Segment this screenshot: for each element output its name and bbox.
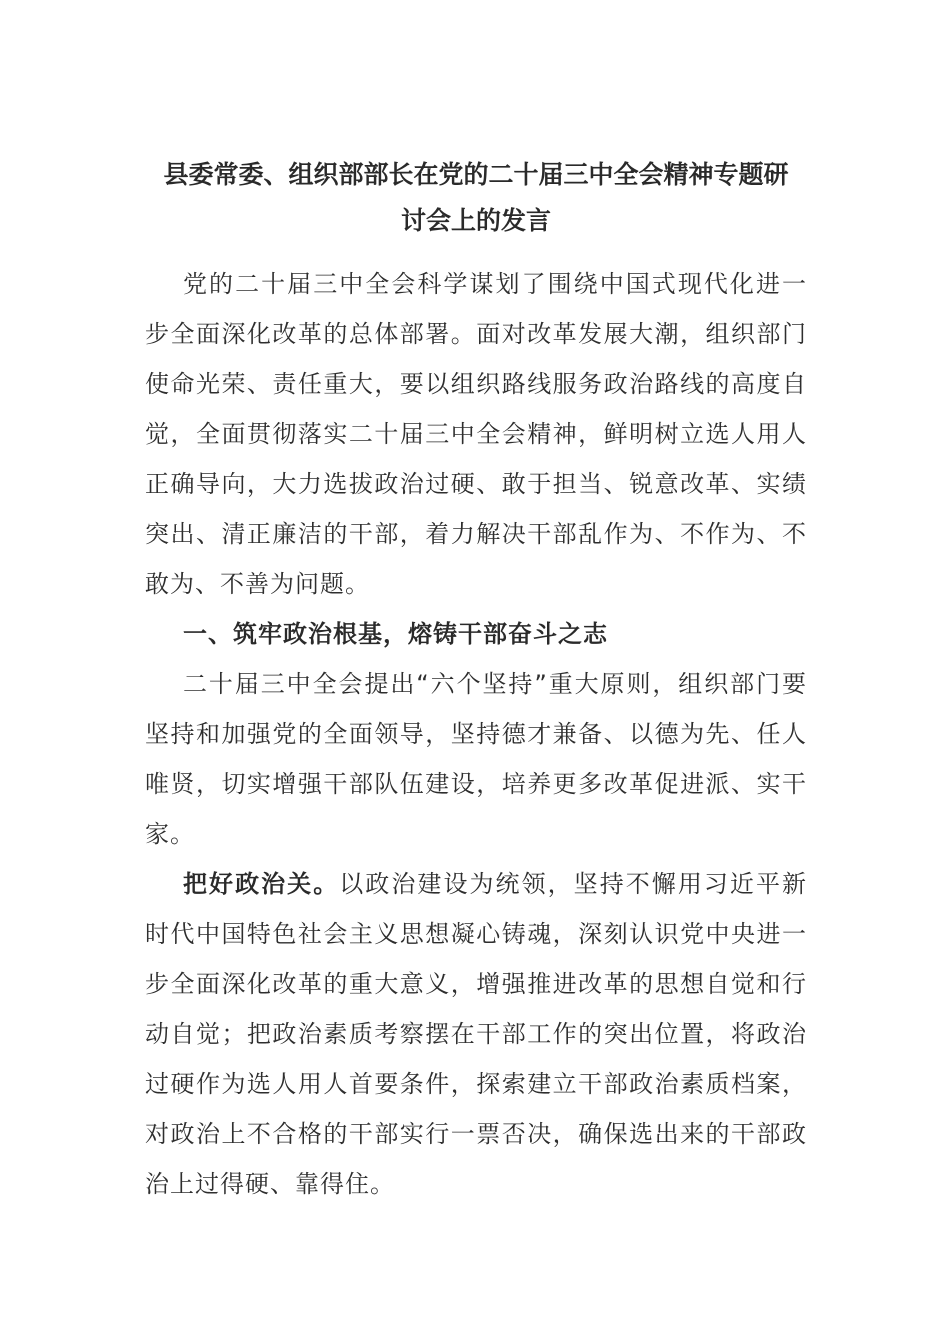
title-line-1: 县委常委、组织部部长在党的二十届三中全会精神专题研 [163, 160, 789, 189]
document-body [145, 152, 807, 1209]
point-1-paragraph [145, 859, 807, 1209]
section-1-heading: 一、筑牢政治根基，熔铸干部奋斗之志 [183, 620, 608, 648]
section-1-paragraph: 二十届三中全会提出“六个坚持”重大原则，组织部门要坚持和加强党的全面领导，坚持德才兼备、以德为先、任人唯贤，切实增强干部队伍建设，培养更多改革促进派、实干家。 [145, 670, 807, 848]
title-spacer [145, 244, 807, 259]
intro-paragraph: 党的二十届三中全会科学谋划了围绕中国式现代化进一步全面深化改革的总体部署。面对改革发展大潮，组织部门使命光荣、责任重大，要以组织路线服务政治路线的高度自觉，全面贯彻落实二十届三中全会精神，鲜明树立选人用人正确导向，大力选拔政治过硬、敢于担当、锐意改革、实绩突出、清正廉洁的干部，着力解决干部乱作为、不作为、不敢为、不善为问题。 [145, 270, 807, 598]
document-title [145, 152, 807, 244]
title-line-2: 讨会上的发言 [400, 206, 551, 235]
point-1-lead: 把好政治关。 [183, 870, 340, 898]
point-1-text: 以政治建设为统领，坚持不懈用习近平新时代中国特色社会主义思想凝心铸魂，深刻认识党中央进一步全面深化改革的重大意义，增强推进改革的思想自觉和行动自觉；把政治素质考察摆在干部工作的突出位置，将政治过硬作为选人用人首要条件，探索建立干部政治素质档案，对政治上不合格的干部实行一票否决，确保选出来的干部政治上过得硬、靠得住。 [145, 870, 808, 1198]
